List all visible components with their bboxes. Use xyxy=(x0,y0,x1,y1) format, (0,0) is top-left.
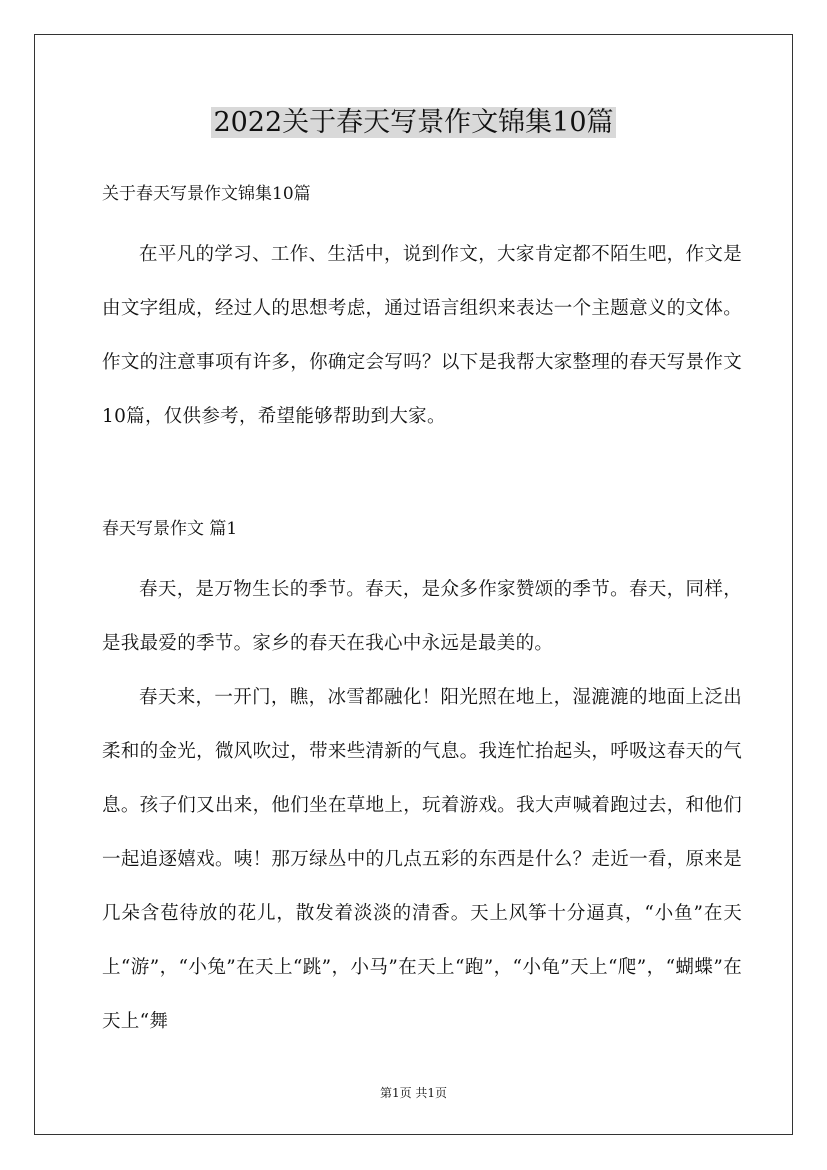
page-footer: 第1页 共1页 xyxy=(379,1086,448,1100)
intro-paragraph: 在平凡的学习、工作、生活中，说到作文，大家肯定都不陌生吧，作文是由文字组成，经过人的思想考虑，通过语言组织来表达一个主题意义的文体。作文的注意事项有许多，你确定会写吗？以下是我帮大家整理的春天写景作文10篇，仅供参考，希望能够帮助到大家。 xyxy=(102,244,742,427)
spacer xyxy=(102,547,742,563)
document-title xyxy=(0,102,827,144)
document-subtitle: 关于春天写景作文锦集10篇 xyxy=(102,184,311,204)
paragraph-2: 春天来，一开门，瞧，冰雪都融化！阳光照在地上，湿漉漉的地面上泛出柔和的金光，微风吹过，带来些清新的气息。我连忙抬起头，呼吸这春天的气息。孩子们又出来，他们坐在草地上，玩着游戏。我大声喊着跑过去，和他们一起追逐嬉戏。咦！那万绿丛中的几点五彩的东西是什么？走近一看，原来是几朵含苞待放的花儿，散发着淡淡的清香。天上风筝十分逼真，“小鱼”在天上“游”，“小兔”在天上“跳”，小马”在天上“跑”，“小龟”天上“爬”，“蝴蝶”在天上“舞 xyxy=(102,687,742,1032)
spacer xyxy=(102,444,742,511)
section-heading: 春天写景作文 篇1 xyxy=(102,519,238,539)
paragraph-1: 春天，是万物生长的季节。春天，是众多作家赞颂的季节。春天，同样，是我最爱的季节。家乡的春天在我心中永远是最美的。 xyxy=(102,579,742,654)
document-body xyxy=(102,176,742,1049)
spacer xyxy=(102,212,742,228)
document-title-text: 2022关于春天写景作文锦集10篇 xyxy=(213,107,614,138)
